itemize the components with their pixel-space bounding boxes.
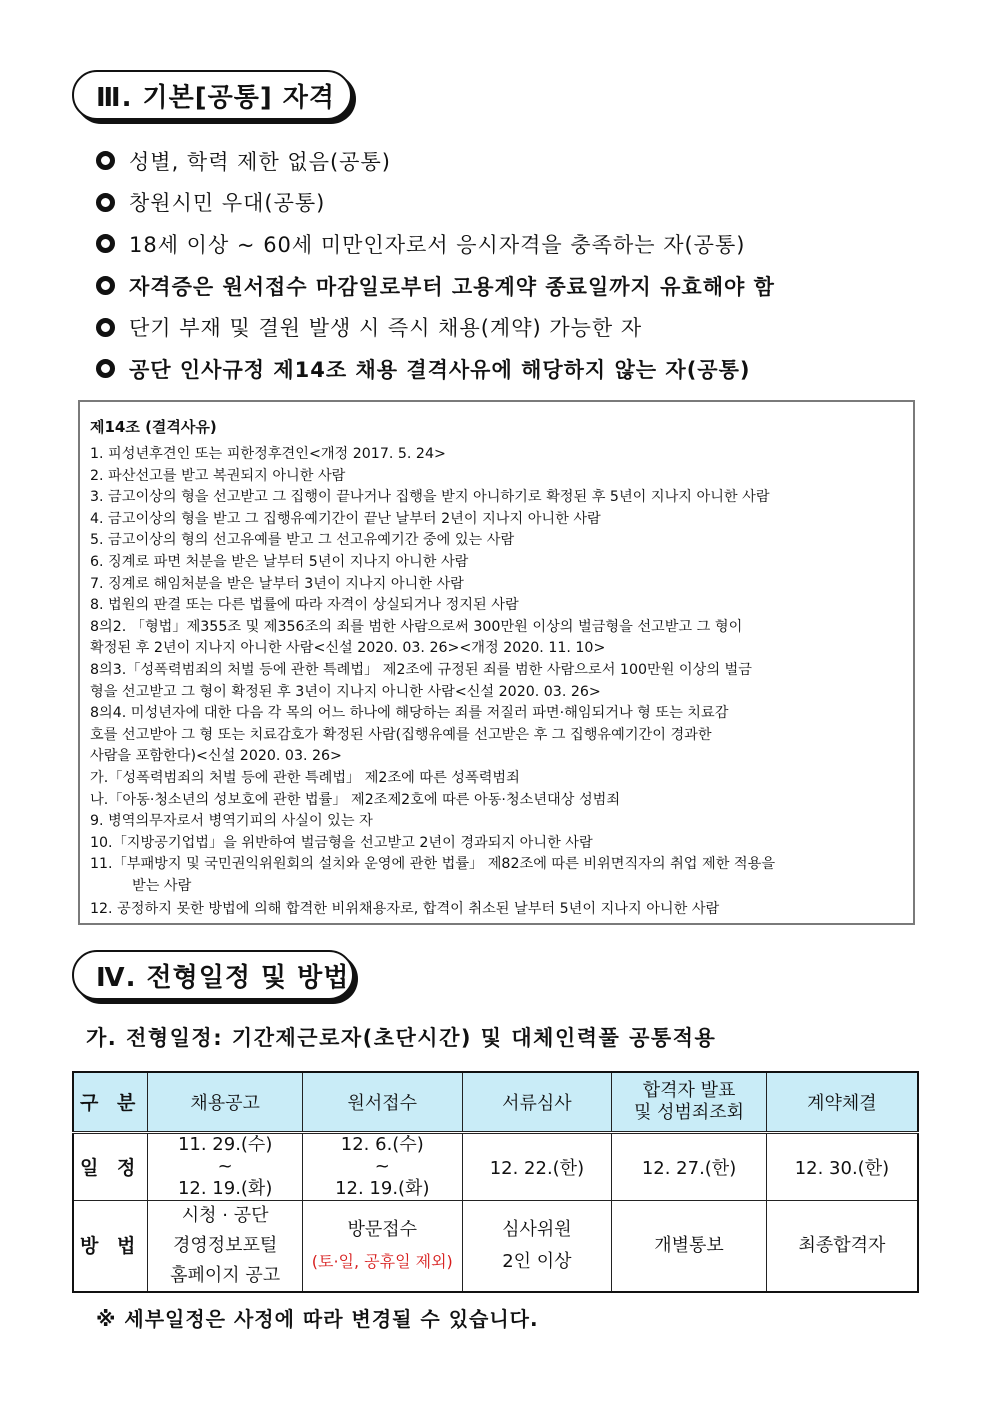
rule-line: 4. 금고이상의 형을 받고 그 집행유예기간이 끝난 날부터 2년이 지나지 아니한 사람 bbox=[90, 510, 601, 527]
qualification-text: 공단 인사규정 제14조 채용 결격사유에 해당하지 않는 자(공통) bbox=[129, 357, 751, 382]
method-line: 2인 이상 bbox=[502, 1250, 572, 1272]
qualification-text: 성별, 학력 제한 없음(공통) bbox=[129, 149, 391, 174]
bullet-circle-icon bbox=[96, 151, 115, 170]
row-label-methods: 방 법 bbox=[73, 1200, 148, 1292]
method-line: 심사위원 bbox=[502, 1218, 572, 1240]
rule-line: 가.「성폭력범죄의 처벌 등에 관한 특례법」 제2조에 따른 성폭력범죄 bbox=[90, 769, 520, 786]
cell-application-dates bbox=[302, 1132, 462, 1200]
cell-contract-method: 최종합격자 bbox=[766, 1200, 918, 1292]
rule-line: 3. 금고이상의 형을 선고받고 그 집행이 끝나거나 집행을 받지 아니하기로 확정된 후 5년이 지나지 아니한 사람 bbox=[90, 489, 770, 506]
header-document-review: 서류심사 bbox=[462, 1072, 612, 1132]
date-start: 11. 29.(수) bbox=[177, 1133, 273, 1155]
table-row-dates bbox=[73, 1132, 918, 1200]
header-announcement-line1: 합격자 발표 bbox=[642, 1079, 736, 1101]
disqualification-rules-box bbox=[78, 400, 915, 925]
header-announcement bbox=[612, 1072, 767, 1132]
rule-line: 11.「부패방지 및 국민권익위원회의 설치와 운영에 관한 법률」 제82조에 따른 비위면직자의 취업 제한 적용을 bbox=[90, 856, 776, 873]
rule-line: 호를 선고받아 그 형 또는 치료감호가 확정된 사람(집행유예를 선고받은 후 그 집행유예기간이 경과한 bbox=[90, 726, 712, 743]
cell-notice-dates bbox=[148, 1132, 303, 1200]
rule-line: 9. 병역의무자로서 병역기피의 사실이 있는 자 bbox=[90, 813, 373, 830]
bullet-circle-icon bbox=[96, 318, 115, 337]
qualification-text: 자격증은 원서접수 마감일로부터 고용계약 종료일까지 유효해야 함 bbox=[129, 274, 775, 299]
rule-line: 5. 금고이상의 형의 선고유예를 받고 그 선고유예기간 중에 있는 사람 bbox=[90, 532, 515, 549]
date-tilde: ~ bbox=[374, 1155, 390, 1177]
header-contract: 계약체결 bbox=[766, 1072, 918, 1132]
date-end: 12. 19.(화) bbox=[335, 1177, 430, 1199]
method-line: 홈페이지 공고 bbox=[170, 1264, 281, 1286]
rule-line: 8의4. 미성년자에 대한 다음 각 목의 어느 하나에 해당하는 죄를 저질러 파면·해임되거나 형 또는 치료감 bbox=[90, 705, 729, 722]
qualification-item bbox=[96, 306, 936, 348]
section-title-qualifications: Ⅲ. 기본[공통] 자격 bbox=[72, 70, 352, 120]
rule-line: 형을 선고받고 그 형이 확정된 후 3년이 지나지 아니한 사람<신설 2020. 03. 26> bbox=[90, 683, 601, 700]
rule-line: 나.「아동·청소년의 성보호에 관한 법률」 제2조제2호에 따른 아동·청소년대상 성범죄 bbox=[90, 791, 621, 808]
header-category: 구 분 bbox=[73, 1072, 148, 1132]
rule-line: 8의3.「성폭력범죄의 처벌 등에 관한 특례법」 제2조에 규정된 죄를 범한 사람으로서 100만원 이상의 벌금 bbox=[90, 661, 752, 678]
bullet-circle-icon bbox=[96, 359, 115, 378]
rule-line: 사람을 포함한다)<신설 2020. 03. 26> bbox=[90, 748, 342, 765]
cell-notice-method bbox=[148, 1200, 303, 1292]
bullet-circle-icon bbox=[96, 276, 115, 295]
schedule-table bbox=[72, 1071, 919, 1293]
qualification-list bbox=[96, 140, 936, 390]
cell-contract-date: 12. 30.(한) bbox=[766, 1132, 918, 1200]
rules-title: 제14조 (결격사유) bbox=[90, 418, 217, 436]
date-tilde: ~ bbox=[217, 1155, 233, 1177]
schedule-subtitle: 가. 전형일정: 기간제근로자(초단시간) 및 대체인력풀 공통적용 bbox=[86, 1026, 717, 1050]
cell-announcement-method: 개별통보 bbox=[612, 1200, 767, 1292]
method-line: 경영정보포털 bbox=[172, 1234, 278, 1256]
qualification-item bbox=[96, 265, 936, 307]
header-application: 원서접수 bbox=[302, 1072, 462, 1132]
schedule-change-note: ※ 세부일정은 사정에 따라 변경될 수 있습니다. bbox=[96, 1307, 539, 1331]
qualification-item bbox=[96, 348, 936, 390]
rule-line: 10.「지방공기업법」을 위반하여 벌금형을 선고받고 2년이 경과되지 아니한 사람 bbox=[90, 834, 593, 851]
rule-line: 6. 징계로 파면 처분을 받은 날부터 5년이 지나지 아니한 사람 bbox=[90, 553, 469, 570]
qualification-text: 창원시민 우대(공통) bbox=[129, 191, 326, 216]
header-announcement-line2: 및 성범죄조회 bbox=[634, 1101, 745, 1123]
cell-announcement-date: 12. 27.(한) bbox=[612, 1132, 767, 1200]
qualification-item bbox=[96, 140, 936, 182]
cell-application-method bbox=[302, 1200, 462, 1292]
rule-line: 2. 파산선고를 받고 복권되지 아니한 사람 bbox=[90, 467, 346, 484]
rule-line: 7. 징계로 해임처분을 받은 날부터 3년이 지나지 아니한 사람 bbox=[90, 575, 464, 592]
rule-line: 1. 피성년후견인 또는 피한정후견인<개정 2017. 5. 24> bbox=[90, 446, 446, 462]
header-notice: 채용공고 bbox=[148, 1072, 303, 1132]
date-end: 12. 19.(화) bbox=[177, 1177, 273, 1199]
method-exception-note: (토·일, 공휴일 제외) bbox=[311, 1251, 453, 1271]
cell-review-date: 12. 22.(한) bbox=[462, 1132, 612, 1200]
rule-line: 12. 공정하지 못한 방법에 의해 합격한 비위채용자로, 합격이 취소된 날부터 5년이 지나지 아니한 사람 bbox=[90, 901, 720, 918]
table-row-methods bbox=[73, 1200, 918, 1292]
cell-review-method bbox=[462, 1200, 612, 1292]
method-line: 시청 · 공단 bbox=[181, 1204, 269, 1226]
rule-line: 8의2. 「형법」제355조 및 제356조의 죄를 범한 사람으로써 300만원 이상의 벌금형을 선고받고 그 형이 bbox=[90, 618, 743, 635]
date-start: 12. 6.(수) bbox=[340, 1133, 424, 1155]
qualification-item bbox=[96, 223, 936, 265]
row-label-dates: 일 정 bbox=[73, 1132, 148, 1200]
rule-line: 받는 사람 bbox=[132, 877, 192, 894]
rule-line: 확정된 후 2년이 지나지 아니한 사람<신설 2020. 03. 26><개정 2020. 11. 10> bbox=[90, 640, 606, 657]
bullet-circle-icon bbox=[96, 193, 115, 212]
section-title-schedule: Ⅳ. 전형일정 및 방법 bbox=[72, 950, 354, 1000]
table-header-row bbox=[73, 1072, 918, 1132]
method-line: 방문접수 bbox=[347, 1218, 418, 1240]
qualification-text: 단기 부재 및 결원 발생 시 즉시 채용(계약) 가능한 자 bbox=[129, 316, 643, 341]
rule-line: 8. 법원의 판결 또는 다른 법률에 따라 자격이 상실되거나 정지된 사람 bbox=[90, 597, 519, 614]
qualification-text: 18세 이상 ~ 60세 미만인자로서 응시자격을 충족하는 자(공통) bbox=[129, 232, 746, 257]
bullet-circle-icon bbox=[96, 234, 115, 253]
qualification-item bbox=[96, 182, 936, 224]
